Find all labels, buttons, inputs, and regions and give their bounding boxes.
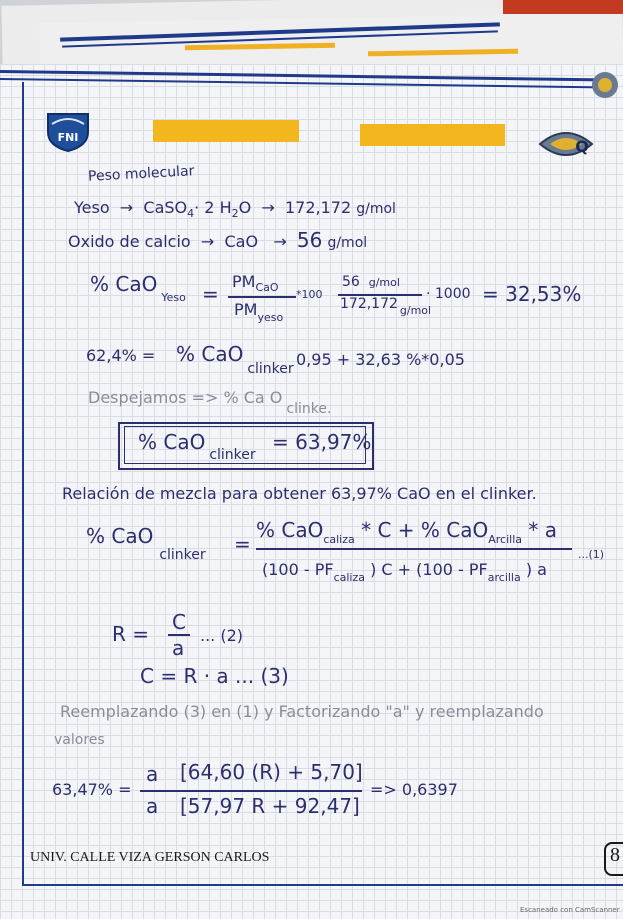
oxido-label: Oxido de calcio [68,232,191,251]
valores-text: valores [54,732,105,748]
scanner-watermark: Escaneado con CamScanner [520,906,620,914]
yeso-formula: CaSO [143,198,188,217]
eq1-lhs: % CaO$_{Yeso}$ [90,272,186,304]
fni-shield-logo [44,110,92,152]
eq6-result: => 0,6397 [370,780,458,799]
eq1-times: · 1000 [426,286,471,302]
back-sheet-emblem [590,70,620,100]
eq1-denominator: $PM_{yeso}$ [234,300,284,324]
despejamos-text: Despejamos => % Ca Oclinke. [88,388,332,417]
svg-text:FNI: FNI [57,131,79,144]
eq1-equals: = [202,282,219,306]
eq3-numerator: % CaO$_{caliza}$ * C + % CaO$_{Arcilla}$ * a [256,518,557,546]
arrow-icon: → [263,232,292,251]
eq3-equals: = [234,532,251,556]
oxido-line [68,228,367,252]
page-number: 8 [604,842,623,876]
yeso-value: 172,172 [284,198,352,217]
yeso-water: · 2 H [194,198,232,217]
eq3-fraction-bar [256,548,572,550]
footer-author: UNIV. CALLE VIZA GERSON CARLOS [30,850,270,865]
arrow-icon: → [195,232,220,251]
eq3-tag: ...(1) [578,548,605,561]
reemplazando-text: Reemplazando (3) en (1) y Factorizando "a" y reemplazando [60,702,544,721]
eq2-rhs: 0,95 + 32,63 %*0,05 [296,350,465,369]
eq4-den: a [172,636,185,660]
right-emblem-logo [538,126,594,162]
eq6-fraction-bar [140,790,362,792]
eq1-frac-num: 56 g/mol [342,274,400,290]
eq3-denominator: ($100 - PF_{caliza}$ ) $C + (100 - PF_{arcilla}$ ) a [262,560,547,584]
eq3-lhs: % CaO$_{clinker}$ [86,524,206,563]
eq1-mult: *100 [296,288,323,301]
eq6-lhs: 63,47% = [52,780,132,799]
red-corner-decoration [503,0,623,14]
header-box-left [153,120,299,142]
yeso-sub4: 4 [187,207,195,221]
eq1-result: = 32,53% [482,282,582,306]
eq1-numerator: $PM_{CaO}$ [232,272,279,294]
arrow-icon: → [256,198,280,217]
oxido-value: 56 [296,228,323,252]
arrow-icon: → [114,198,139,217]
yeso-label: Yeso [74,198,110,217]
eq6-den-a: a [146,794,159,818]
page-frame-bottom [22,884,623,886]
yeso-unit: g/mol [356,201,396,217]
eq1-fraction-bar [228,296,296,298]
eq4-tag: ... (2) [200,626,244,645]
eq6-num-a: a [146,762,159,786]
oxido-formula: CaO [224,232,259,251]
oxido-unit: g/mol [327,235,368,251]
yeso-o: O [238,198,252,217]
relacion-text: Relación de mezcla para obtener 63,97% CaO en el clinker. [62,484,537,503]
page-frame-left [22,82,24,884]
eq4-num: C [172,610,186,634]
eq6-numerator: [64,60 (R) + 5,70] [180,760,363,784]
yeso-line [74,198,396,220]
eq2-lhs: 62,4% = [86,346,156,365]
boxed-result: % CaO$_{clinker}$ = 63,97% [138,430,372,463]
title-peso-molecular: Peso molecular [87,163,195,185]
svg-text:Q: Q [575,137,589,156]
header-box-right [360,124,505,146]
eq5: C = R · a ... (3) [140,664,289,688]
yeso-sub2: 2 [231,207,239,221]
eq4-lhs: R = [112,622,150,646]
eq1-frac-den: 172,172 $_{g/mol}$ [340,296,432,317]
eq6-denominator: [57,97 R + 92,47] [180,794,360,818]
eq2-mid: % CaO$_{clinker}$ [176,342,294,377]
